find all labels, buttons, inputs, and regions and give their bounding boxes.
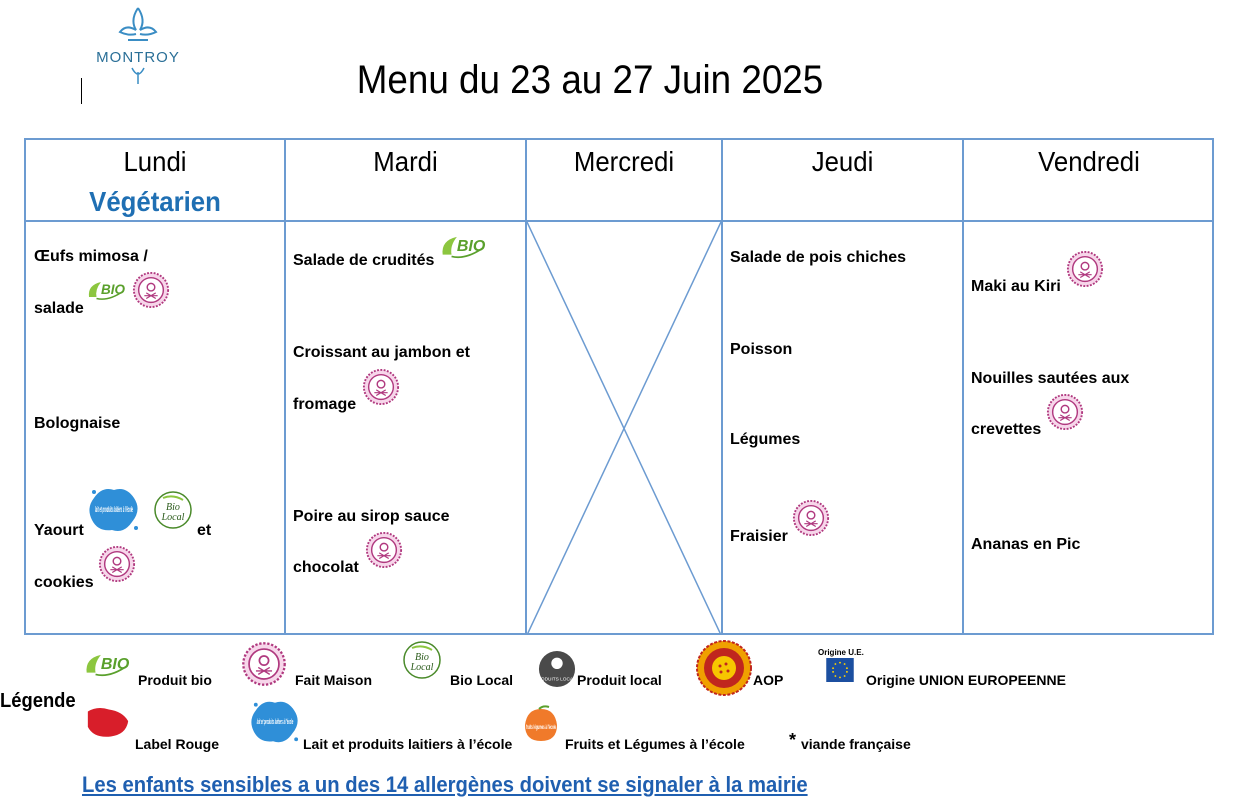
menu-item: Salade de pois chiches — [730, 249, 907, 266]
menu-item: fromage — [293, 396, 357, 413]
closed-day-cross — [527, 222, 721, 635]
day-header-mercredi: Mercredi — [573, 146, 675, 177]
legend-label-label-rouge: Label Rouge — [135, 736, 220, 752]
menu-item: cookies — [34, 574, 94, 591]
menu-item: Poire au sirop sauce — [293, 508, 450, 525]
menu-item: Œufs mimosa / — [34, 248, 148, 265]
bio-local-text-1: Bio — [166, 502, 180, 513]
montroy-logo — [88, 6, 188, 86]
legend-label-viande-francaise: viande française — [801, 736, 911, 752]
legend-label-fruits-legumes: Fruits et Légumes à l’école — [565, 736, 745, 752]
eu-flag-icon — [826, 658, 854, 682]
column-divider — [721, 140, 723, 633]
lait-ecole-badge — [86, 484, 142, 536]
vegetarian-label: Végétarien — [89, 186, 221, 217]
fruits-icon-text: fruits légumes à l'école — [526, 725, 557, 731]
menu-item: crevettes — [971, 421, 1042, 438]
fruits-legumes-icon — [521, 705, 561, 745]
bio-local-legend-text-2: Local — [410, 662, 434, 673]
menu-table — [24, 138, 1214, 635]
produit-local-icon — [538, 650, 576, 688]
menu-item: Légumes — [730, 431, 801, 448]
bio-badge — [86, 274, 128, 302]
page-title: Menu du 23 au 27 Juin 2025 — [356, 58, 824, 102]
menu-item: salade — [34, 300, 84, 317]
bio-icon — [82, 646, 134, 678]
bio-badge — [438, 228, 490, 260]
fait-maison-icon — [362, 368, 400, 406]
column-divider — [284, 140, 286, 633]
menu-item: Maki au Kiri — [971, 278, 1061, 295]
menu-item: Croissant au jambon et — [293, 344, 470, 361]
allergen-notice-link[interactable]: Les enfants sensibles a un des 14 allergènes doivent se signaler à la mairie — [82, 772, 808, 797]
menu-item: Ananas en Pic — [971, 536, 1081, 553]
day-header-lundi: Lundi — [123, 146, 187, 177]
lait-badge-text: lait et produits laitiers à l'école — [95, 505, 134, 514]
asterisk-mark: * — [789, 730, 797, 750]
logo-text: MONTROY — [96, 49, 180, 66]
divider — [81, 78, 82, 104]
menu-item: chocolat — [293, 559, 359, 576]
legend-label-lait-ecole: Lait et produits laitiers à l’école — [303, 736, 513, 752]
fait-maison-icon — [132, 271, 170, 309]
menu-item: Fraisier — [730, 528, 788, 545]
fleur-de-lis-icon — [88, 6, 188, 51]
bio-local-legend-icon — [402, 640, 442, 680]
legend-label-aop: AOP — [753, 672, 784, 688]
fait-maison-icon — [365, 531, 403, 569]
menu-item: Salade de crudités — [293, 252, 435, 269]
lait-ecole-legend-icon — [248, 697, 302, 747]
produit-local-icon-text: ODUITS LOCA — [540, 677, 574, 683]
fait-maison-icon — [1066, 250, 1104, 288]
fait-maison-legend-icon — [241, 641, 287, 687]
bio-badge-text: BIO — [456, 238, 486, 256]
aop-icon — [696, 640, 752, 696]
day-header-mardi: Mardi — [373, 146, 438, 177]
legend-title: Légende — [0, 690, 76, 712]
legend-label-origine-ue: Origine UNION EUROPEENNE — [866, 672, 1066, 688]
fait-maison-icon — [98, 545, 136, 583]
fait-maison-icon — [792, 499, 830, 537]
column-divider — [962, 140, 964, 633]
day-header-vendredi: Vendredi — [1038, 146, 1140, 177]
fait-maison-icon — [1046, 393, 1084, 431]
menu-item: Poisson — [730, 341, 793, 358]
menu-item: Bolognaise — [34, 415, 121, 432]
menu-item: Nouilles sautées aux — [971, 370, 1130, 387]
menu-item: Yaourt — [34, 522, 84, 539]
legend-label-produit-local: Produit local — [577, 672, 662, 688]
menu-item: et — [197, 522, 212, 539]
legend-label-fait-maison: Fait Maison — [295, 672, 373, 688]
logo-bottom-ornament-icon — [88, 66, 188, 96]
bio-local-badge — [153, 490, 193, 530]
bio-icon-text: BIO — [100, 656, 130, 674]
legend-label-bio: Produit bio — [138, 672, 212, 688]
lait-legend-icon-text: lait et produits laitiers à l'école — [256, 716, 294, 726]
bio-local-legend-text-1: Bio — [415, 652, 429, 663]
legend-label-bio-local: Bio Local — [450, 672, 514, 688]
label-rouge-icon — [84, 705, 132, 741]
eu-origin-small-text: Origine U.E. — [818, 648, 864, 657]
bio-local-text-2: Local — [161, 512, 185, 523]
bio-badge-text: BIO — [101, 282, 126, 297]
day-header-jeudi: Jeudi — [811, 146, 874, 177]
